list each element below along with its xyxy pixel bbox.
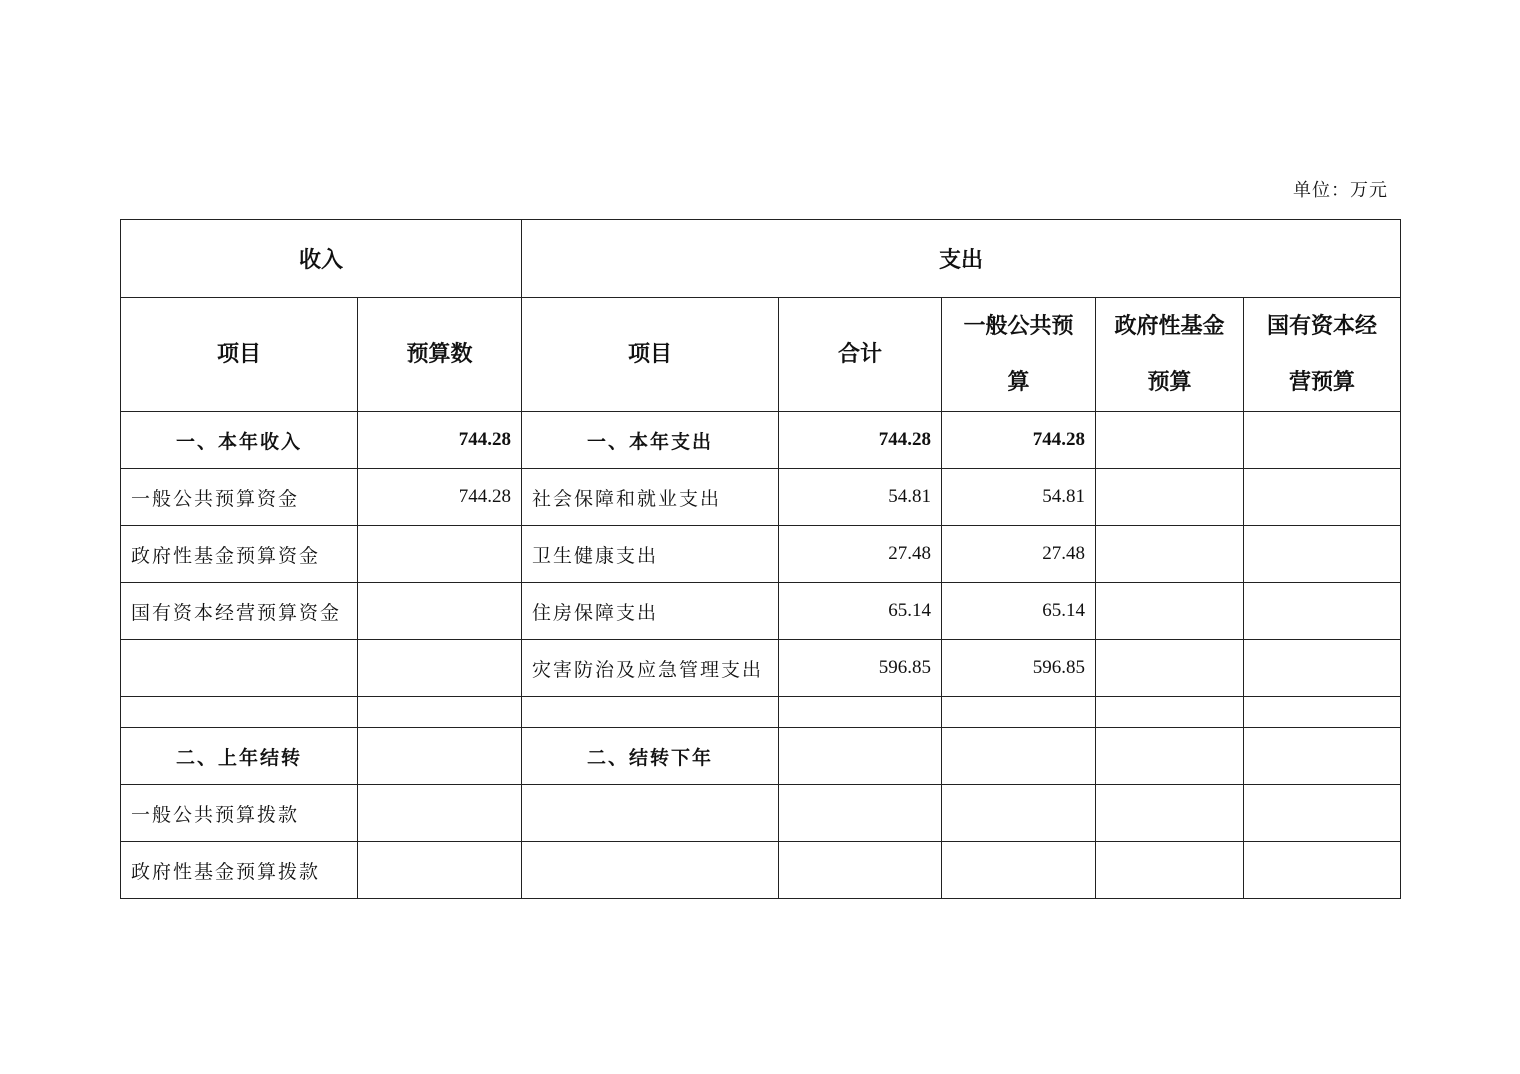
income-item-cell: 国有资本经营预算资金 — [121, 583, 358, 640]
state-capital-cell — [1244, 842, 1401, 899]
general-cell — [942, 842, 1096, 899]
table-row — [121, 469, 1401, 526]
expense-item-cell — [522, 842, 779, 899]
income-item-cell — [121, 697, 358, 728]
total-cell: 54.81 — [779, 469, 942, 526]
general-cell: 65.14 — [942, 583, 1096, 640]
gov-fund-cell — [1096, 526, 1244, 583]
state-capital-budget-header — [1244, 298, 1401, 412]
state-capital-cell — [1244, 526, 1401, 583]
budget-table — [120, 219, 1401, 899]
unit-label: 单位：万元 — [1293, 180, 1388, 201]
gov-fund-budget-header-text: 政府性基金预算 — [1114, 313, 1225, 395]
income-value-cell — [358, 583, 522, 640]
income-value-cell — [358, 842, 522, 899]
income-value-cell — [358, 728, 522, 785]
state-capital-cell — [1244, 583, 1401, 640]
state-capital-cell — [1244, 697, 1401, 728]
income-item-cell: 一般公共预算资金 — [121, 469, 358, 526]
income-value-cell — [358, 697, 522, 728]
income-item-cell: 二、上年结转 — [121, 728, 358, 785]
table-row — [121, 728, 1401, 785]
gov-fund-cell — [1096, 640, 1244, 697]
expense-item-cell: 卫生健康支出 — [522, 526, 779, 583]
general-cell: 596.85 — [942, 640, 1096, 697]
total-cell: 65.14 — [779, 583, 942, 640]
total-cell — [779, 842, 942, 899]
table-row — [121, 842, 1401, 899]
header-row-columns — [121, 298, 1401, 412]
table-row — [121, 412, 1401, 469]
gov-fund-cell — [1096, 785, 1244, 842]
income-value-cell — [358, 526, 522, 583]
income-item-header: 项目 — [121, 298, 358, 412]
state-capital-budget-header-text: 国有资本经营预算 — [1267, 313, 1378, 395]
state-capital-cell — [1244, 469, 1401, 526]
income-item-cell: 一般公共预算拨款 — [121, 785, 358, 842]
general-cell — [942, 728, 1096, 785]
header-row-top — [121, 220, 1401, 298]
total-cell: 744.28 — [779, 412, 942, 469]
expense-item-cell — [522, 697, 779, 728]
total-cell — [779, 728, 942, 785]
expense-item-cell — [522, 785, 779, 842]
gov-fund-cell — [1096, 583, 1244, 640]
general-budget-header-text: 一般公共预算 — [963, 313, 1074, 395]
expense-item-cell: 灾害防治及应急管理支出 — [522, 640, 779, 697]
table-row — [121, 526, 1401, 583]
expense-item-header: 项目 — [522, 298, 779, 412]
income-item-cell — [121, 640, 358, 697]
expense-item-cell: 二、结转下年 — [522, 728, 779, 785]
general-budget-header — [942, 298, 1096, 412]
expense-item-cell: 一、本年支出 — [522, 412, 779, 469]
income-budget-header: 预算数 — [358, 298, 522, 412]
total-cell — [779, 785, 942, 842]
income-header: 收入 — [121, 220, 522, 298]
table-row — [121, 697, 1401, 728]
income-item-cell: 一、本年收入 — [121, 412, 358, 469]
gov-fund-cell — [1096, 842, 1244, 899]
gov-fund-cell — [1096, 697, 1244, 728]
expense-item-cell: 住房保障支出 — [522, 583, 779, 640]
state-capital-cell — [1244, 728, 1401, 785]
state-capital-cell — [1244, 640, 1401, 697]
general-cell: 27.48 — [942, 526, 1096, 583]
general-cell: 744.28 — [942, 412, 1096, 469]
income-value-cell — [358, 640, 522, 697]
gov-fund-budget-header — [1096, 298, 1244, 412]
state-capital-cell — [1244, 412, 1401, 469]
total-header: 合计 — [779, 298, 942, 412]
general-cell — [942, 697, 1096, 728]
gov-fund-cell — [1096, 412, 1244, 469]
general-cell: 54.81 — [942, 469, 1096, 526]
gov-fund-cell — [1096, 469, 1244, 526]
expense-item-cell: 社会保障和就业支出 — [522, 469, 779, 526]
expense-header: 支出 — [522, 220, 1401, 298]
table-row — [121, 785, 1401, 842]
total-cell — [779, 697, 942, 728]
table-row — [121, 583, 1401, 640]
income-value-cell — [358, 785, 522, 842]
total-cell: 596.85 — [779, 640, 942, 697]
income-item-cell: 政府性基金预算资金 — [121, 526, 358, 583]
income-value-cell: 744.28 — [358, 412, 522, 469]
income-value-cell: 744.28 — [358, 469, 522, 526]
gov-fund-cell — [1096, 728, 1244, 785]
total-cell: 27.48 — [779, 526, 942, 583]
income-item-cell: 政府性基金预算拨款 — [121, 842, 358, 899]
state-capital-cell — [1244, 785, 1401, 842]
general-cell — [942, 785, 1096, 842]
table-row — [121, 640, 1401, 697]
